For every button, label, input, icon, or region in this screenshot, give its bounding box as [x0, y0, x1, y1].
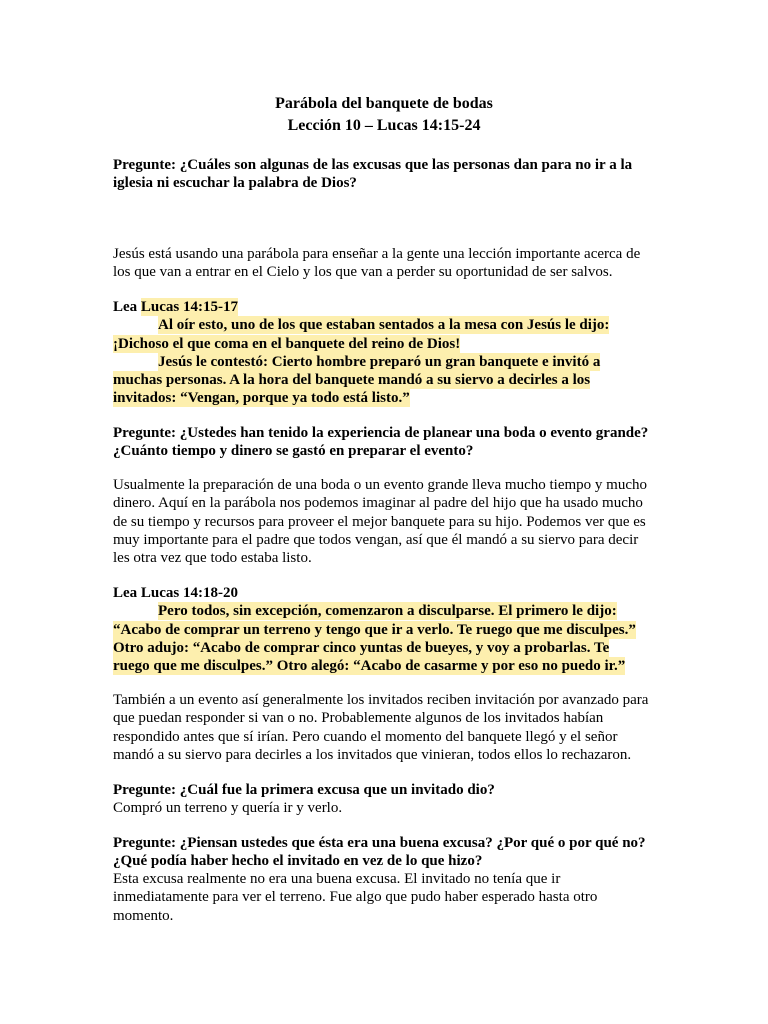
title-line-1: Parábola del banquete de bodas — [275, 95, 493, 112]
question-1-label: Pregunte: — [113, 157, 177, 173]
reading-1-line: invitados: “Vengan, porque ya todo está listo.” — [113, 390, 410, 407]
title-line-2: Lección 10 – Lucas 14:15-24 — [287, 117, 481, 134]
reading-1-line: muchas personas. A la hora del banquete mandó a su siervo a decirles a los — [113, 372, 591, 389]
reading-2-line: Pero todos, sin excepción, comenzaron a disculparse. El primero le dijo: — [158, 603, 617, 620]
reading-1-line: Al oír esto, uno de los que estaban sentados a la mesa con Jesús le dijo: — [158, 317, 610, 334]
question-2-label: Pregunte: — [113, 425, 177, 441]
paragraph-2: Usualmente la preparación de una boda o un evento grande lleva mucho tiempo y mucho dinero. Aquí en la parábola nos podemos imaginar al padre del hijo que ha usado mucho de su tiempo y recursos para proveer el mejor banquete para su hijo. Podemos ver que es muy importante para el padre que todos vengan, así que él mandó a su siervo para decir les otra vez que todo estaba listo. — [113, 477, 647, 567]
answer-4: Esta excusa realmente no era una buena excusa. El invitado no tenía que ir inmediatamente para ver el terreno. Fue algo que pudo haber esperado hasta otro momento. — [113, 871, 598, 924]
reading-2 — [113, 584, 673, 675]
question-1 — [113, 156, 658, 193]
reading-1-line: ¡Dichoso el que coma en el banquete del reino de Dios! — [113, 335, 461, 352]
question-4-label: Pregunte: — [113, 835, 177, 851]
reading-1 — [113, 298, 673, 408]
reading-2-line: ruego que me disculpes.” Otro alegó: “Acabo de casarme y por eso no puedo ir.” — [113, 658, 626, 675]
reading-1-reference: Lucas 14:15-17 — [140, 299, 239, 315]
answer-3: Compró un terreno y quería ir y verlo. — [113, 800, 343, 816]
question-2 — [113, 424, 663, 461]
reading-1-line: Jesús le contestó: Cierto hombre preparó un gran banquete e invitó a — [158, 353, 601, 370]
question-2-text: ¿Ustedes han tenido la experiencia de planear una boda o evento grande? ¿Cuánto tiempo y dinero se gastó en preparar el evento? — [113, 425, 649, 460]
paragraph-3: También a un evento así generalmente los invitados reciben invitación por avanzado para que puedan responder si van o no. Probablemente algunos de los invitados habían respondido antes que sí irían. Pero cuando el momento del banquete llegó y el señor mandó a su siervo para decirles a los invitados que vinieran, todos ellos lo rechazaron. — [113, 692, 649, 763]
reading-1-label: Lea — [113, 299, 138, 315]
question-1-text: ¿Cuáles son algunas de las excusas que las personas dan para no ir a la iglesia ni escuchar la palabra de Dios? — [113, 157, 633, 192]
question-4 — [113, 834, 663, 871]
reading-2-line: Otro adujo: “Acabo de comprar cinco yuntas de bueyes, y voy a probarlas. Te — [113, 639, 610, 656]
question-4-text: ¿Piensan ustedes que ésta era una buena excusa? ¿Por qué o por qué no? ¿Qué podía haber hecho el invitado en vez de lo que hizo? — [113, 835, 646, 870]
intro-paragraph: Jesús está usando una parábola para enseñar a la gente una lección importante acerca de los que van a entrar en el Cielo y los que van a perder su oportunidad de ser salvos. — [113, 246, 641, 281]
question-3 — [113, 781, 658, 799]
question-3-label: Pregunte: — [113, 782, 177, 798]
reading-2-line: “Acabo de comprar un terreno y tengo que ir a verlo. Te ruego que me disculpes.” — [113, 621, 636, 638]
reading-2-label: Lea Lucas 14:18-20 — [113, 585, 238, 601]
question-3-text: ¿Cuál fue la primera excusa que un invitado dio? — [179, 782, 495, 798]
